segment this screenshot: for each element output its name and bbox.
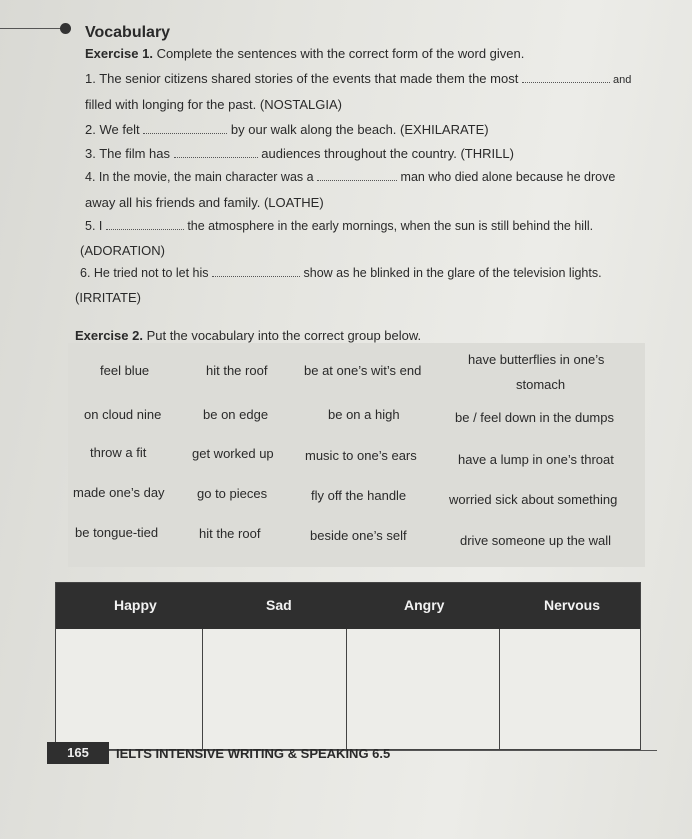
vocab-item: have butterflies in one’s xyxy=(468,352,605,367)
page-number: 165 xyxy=(47,742,109,764)
vocab-item: on cloud nine xyxy=(84,407,162,422)
ex1-item-1: 1. The senior citizens shared stories of the events that made them the most and xyxy=(85,71,632,86)
answer-blank[interactable] xyxy=(174,147,258,158)
exercise1-label: Exercise 1. xyxy=(85,46,153,61)
ex1-item-2: 2. We felt by our walk along the beach. (EXHILARATE) xyxy=(85,122,489,137)
section-title: Vocabulary xyxy=(85,24,171,41)
exercise2-text: Put the vocabulary into the correct group below. xyxy=(142,328,422,343)
ex1-item-5-cont: (ADORATION) xyxy=(80,243,165,258)
vocab-item: be tongue-tied xyxy=(75,525,159,540)
vocab-item: be on edge xyxy=(203,407,269,422)
exercise2-label: Exercise 2. xyxy=(75,328,143,343)
vocab-item: be at one’s wit’s end xyxy=(304,363,422,378)
vocab-item: feel blue xyxy=(100,363,150,378)
sad-cell[interactable] xyxy=(203,629,346,749)
header-sad: Sad xyxy=(266,597,292,613)
vocab-item: music to one’s ears xyxy=(305,448,417,463)
ex1-item-4-cont: away all his friends and family. (LOATHE) xyxy=(85,195,324,210)
ex1-item-6-cont: (IRRITATE) xyxy=(75,290,141,305)
vocab-item: hit the roof xyxy=(206,363,268,378)
vocab-item: worried sick about something xyxy=(449,492,618,507)
vocab-item: be on a high xyxy=(328,407,400,422)
exercise2-instruction xyxy=(75,328,421,343)
ex1-item-4: 4. In the movie, the main character was a man who died alone because he drove xyxy=(85,170,616,184)
header-happy: Happy xyxy=(114,597,157,613)
vocab-item: be / feel down in the dumps xyxy=(455,410,614,425)
exercise1-instruction xyxy=(85,46,524,61)
header-nervous: Nervous xyxy=(544,597,601,613)
happy-cell[interactable] xyxy=(56,629,202,749)
answer-blank[interactable] xyxy=(106,219,184,230)
grouping-table xyxy=(55,582,641,750)
vocab-item: fly off the handle xyxy=(311,488,407,503)
heading-bullet-icon xyxy=(60,23,71,34)
vocab-item: have a lump in one’s throat xyxy=(458,452,614,467)
ex1-item-6: 6. He tried not to let his show as he blinked in the glare of the television lights. xyxy=(80,266,602,280)
answer-blank[interactable] xyxy=(143,123,227,134)
vocabulary-box xyxy=(68,343,645,567)
answer-blank[interactable] xyxy=(522,72,610,83)
vocab-item: get worked up xyxy=(192,446,274,461)
vocab-item: beside one’s self xyxy=(310,528,407,543)
vocab-item: made one’s day xyxy=(73,485,165,500)
answer-blank[interactable] xyxy=(212,266,300,277)
book-title: IELTS INTENSIVE WRITING & SPEAKING 6.5 xyxy=(116,746,391,761)
header-angry: Angry xyxy=(404,597,445,613)
vocab-item: go to pieces xyxy=(197,486,268,501)
angry-cell[interactable] xyxy=(347,629,499,749)
ex1-item-5: 5. I the atmosphere in the early mornings, when the sun is still behind the hill. xyxy=(85,219,594,233)
ex1-item-1-cont: filled with longing for the past. (NOSTALGIA) xyxy=(85,97,342,112)
vocab-item: stomach xyxy=(516,377,566,392)
vocab-item: throw a fit xyxy=(90,445,147,460)
answer-blank[interactable] xyxy=(317,170,397,181)
vocab-item: drive someone up the wall xyxy=(460,533,612,548)
table-header xyxy=(56,583,640,629)
exercise1-text: Complete the sentences with the correct form of the word given. xyxy=(152,46,525,61)
vocab-item: hit the roof xyxy=(199,526,261,541)
nervous-cell[interactable] xyxy=(500,629,640,749)
ex1-item-3: 3. The film has audiences throughout the country. (THRILL) xyxy=(85,146,514,161)
heading-rule xyxy=(0,28,62,29)
